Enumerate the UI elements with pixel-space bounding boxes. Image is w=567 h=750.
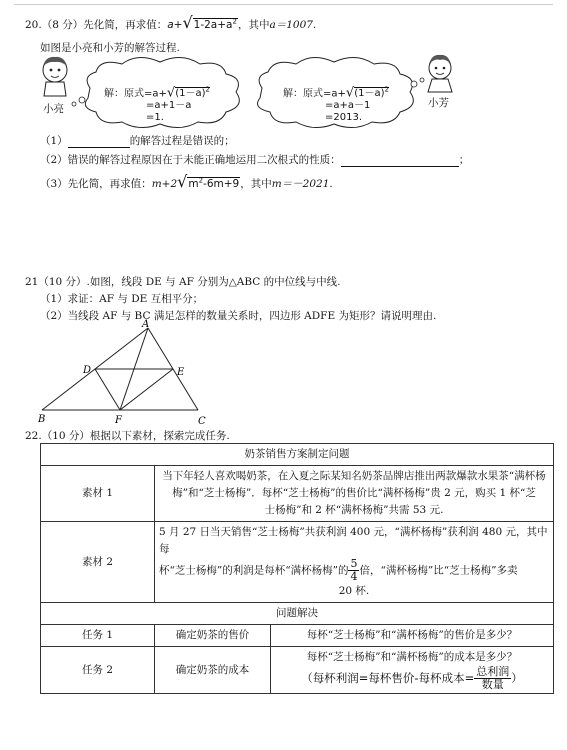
label-a: A <box>142 319 150 330</box>
xl-line3: =1. <box>146 112 164 124</box>
material2-line2b: 倍，“满杯杨梅”比“芝士杨梅”多卖 <box>359 564 518 577</box>
xf-line1-sup: 2 <box>384 86 389 94</box>
xf-line1-rad: (1－a) <box>354 88 385 100</box>
material1-line2: 梅”和“芝士杨梅”．每杯“芝士杨梅”的售价比“满杯杨梅”贵 2 元，购买 1 杯“芝 <box>172 487 536 499</box>
label-f: F <box>115 415 122 426</box>
q20-radical-sign: √ <box>182 13 193 32</box>
q20-part1 <box>40 133 235 148</box>
material1-line3: 士杨梅”和 2 杯“满杯杨梅”共需 53 元. <box>264 504 444 516</box>
material1-label: 素材 1 <box>41 466 155 522</box>
q20-part3-head: （3）先化简，再求值： <box>40 178 152 190</box>
xl-line1-rad: (1－a) <box>175 88 206 100</box>
label-d: D <box>83 365 92 376</box>
material2-line2a: 杯“芝士杨梅”的利润是每杯“满杯杨梅”的 <box>159 564 349 577</box>
material2-line3: 20 杯. <box>338 585 370 597</box>
xiaofang-figure <box>428 55 452 92</box>
task1-goal: 确定奶茶的售价 <box>155 625 271 647</box>
xl-line2: =a+1－a <box>146 100 192 112</box>
q20-figure <box>30 54 470 130</box>
q20-heading <box>25 13 316 32</box>
label-c: C <box>198 416 206 427</box>
q20-part2-end: ； <box>458 154 470 166</box>
task1-question: 每杯“芝士杨梅”和“满杯杨梅”的售价是多少？ <box>271 625 554 647</box>
q21-part2: （2）当线段 AF 与 BC 满足怎样的数量关系时，四边形 ADFE 为矩形？请说明理由. <box>40 310 437 322</box>
q20-part1-text: 的解答过程是错误的； <box>129 135 235 147</box>
q21-heading: 21（10 分）.如图，线段 DE 与 AF 分别为△ABC 的中位线与中线. <box>25 276 341 288</box>
task2-frac-num: 总利润 <box>476 665 510 678</box>
task1-label: 任务 1 <box>41 625 155 647</box>
task2-fraction <box>474 666 511 691</box>
q20-part3-m: m+2 <box>151 178 178 190</box>
q20-condition: a＝1007. <box>269 19 317 31</box>
q21-triangle-figure <box>32 318 222 430</box>
table-row <box>41 466 554 522</box>
table-title: 奶茶销售方案制定问题 <box>41 444 554 466</box>
table-row <box>41 444 554 466</box>
q20-part3-rad2: -6m+9 <box>203 178 240 190</box>
task2-content <box>271 647 554 694</box>
material2-fraction <box>348 558 359 583</box>
material2-label: 素材 2 <box>41 522 155 603</box>
material2-frac-num: 5 <box>350 557 358 570</box>
xiaoliang-figure <box>43 57 67 96</box>
material2-content <box>155 522 554 603</box>
q20-part2 <box>40 152 469 167</box>
q20-part3-rad: m <box>188 178 199 190</box>
xiaoliang-name: 小亮 <box>43 103 64 115</box>
q20-expr-radicand: 1-2a+a <box>193 19 233 31</box>
task2-goal: 确定奶茶的成本 <box>155 647 271 694</box>
q20-part3: （3）先化简，再求值：$m+2√m^2-6m+9$，其中m＝－2021. <box>40 172 333 191</box>
task2-label: 任务 2 <box>41 647 155 694</box>
material1-line1: 当下年轻人喜欢喝奶茶，在入夏之际某知名奶茶品牌店推出两款爆款水果茶“满杯杨 <box>162 470 546 482</box>
q20-part2-text: （2）错误的解答过程原因在于未能正确地运用二次根式的性质： <box>40 154 341 166</box>
table-row <box>41 625 554 647</box>
q20-intro: 如图是小亮和小芳的解答过程. <box>40 42 180 54</box>
xf-line2: =a+a－1 <box>325 100 371 112</box>
q20-part3-tail: ，其中 <box>240 178 272 190</box>
xiaofang-solution: 解：原式$=a+√(1-a)^2$ =a+a－1 =2013. <box>283 85 389 124</box>
xl-line1-a: 解：原式=a+ <box>104 88 167 100</box>
segment-df <box>95 369 120 410</box>
q22-heading: 22.（10 分）根据以下素材，探索完成任务. <box>25 430 230 442</box>
table-row <box>41 647 554 694</box>
task2-formula-end: ） <box>511 671 523 685</box>
solve-title: 问题解决 <box>41 603 554 625</box>
q21-part1: （1）求证：AF 与 DE 互相平分； <box>40 293 204 305</box>
segment-ef <box>120 369 173 410</box>
xiaoliang-solution: 解：原式$=a+√(1-a)^2$ =a+1－a =1. <box>104 85 210 124</box>
label-b: B <box>38 414 46 425</box>
table-row <box>41 522 554 603</box>
q20-expr-sup: 2 <box>232 17 237 26</box>
material2-frac-den: 4 <box>350 570 358 583</box>
q20-head-text: 20.（8 分）先化简，再求值： <box>25 19 168 31</box>
q22-table <box>40 443 554 694</box>
table-row <box>41 603 554 625</box>
xf-line3: =2013. <box>325 112 363 124</box>
xl-line1-sup: 2 <box>205 86 210 94</box>
task2-formula: （每杯利润=每杯售价-每杯成本= <box>301 671 475 685</box>
q20-expr-a: a+ <box>167 19 183 31</box>
q20-part2-blank <box>341 166 459 167</box>
material1-content <box>155 466 554 522</box>
xiaofang-name: 小芳 <box>428 97 449 109</box>
q20-part1-blank <box>68 147 130 148</box>
q20-part1-num: （1） <box>40 135 68 147</box>
xf-line1-a: 解：原式=a+ <box>283 88 346 100</box>
q20-part3-radical: √ <box>177 172 188 191</box>
header-rule <box>14 4 553 5</box>
label-e: E <box>177 367 185 378</box>
task2-question: 每杯“芝士杨梅”和“满杯杨梅”的成本是多少？ <box>306 651 518 663</box>
q20-expr-tail: ，其中 <box>237 19 270 31</box>
material2-line1: 5 月 27 日当天销售“芝士杨梅”共获利润 400 元，“满杯杨梅”获利润 480 元，其中每 <box>159 526 548 555</box>
q20-part3-cond: m＝－2021. <box>271 178 333 190</box>
task2-frac-den: 数量 <box>481 678 504 691</box>
